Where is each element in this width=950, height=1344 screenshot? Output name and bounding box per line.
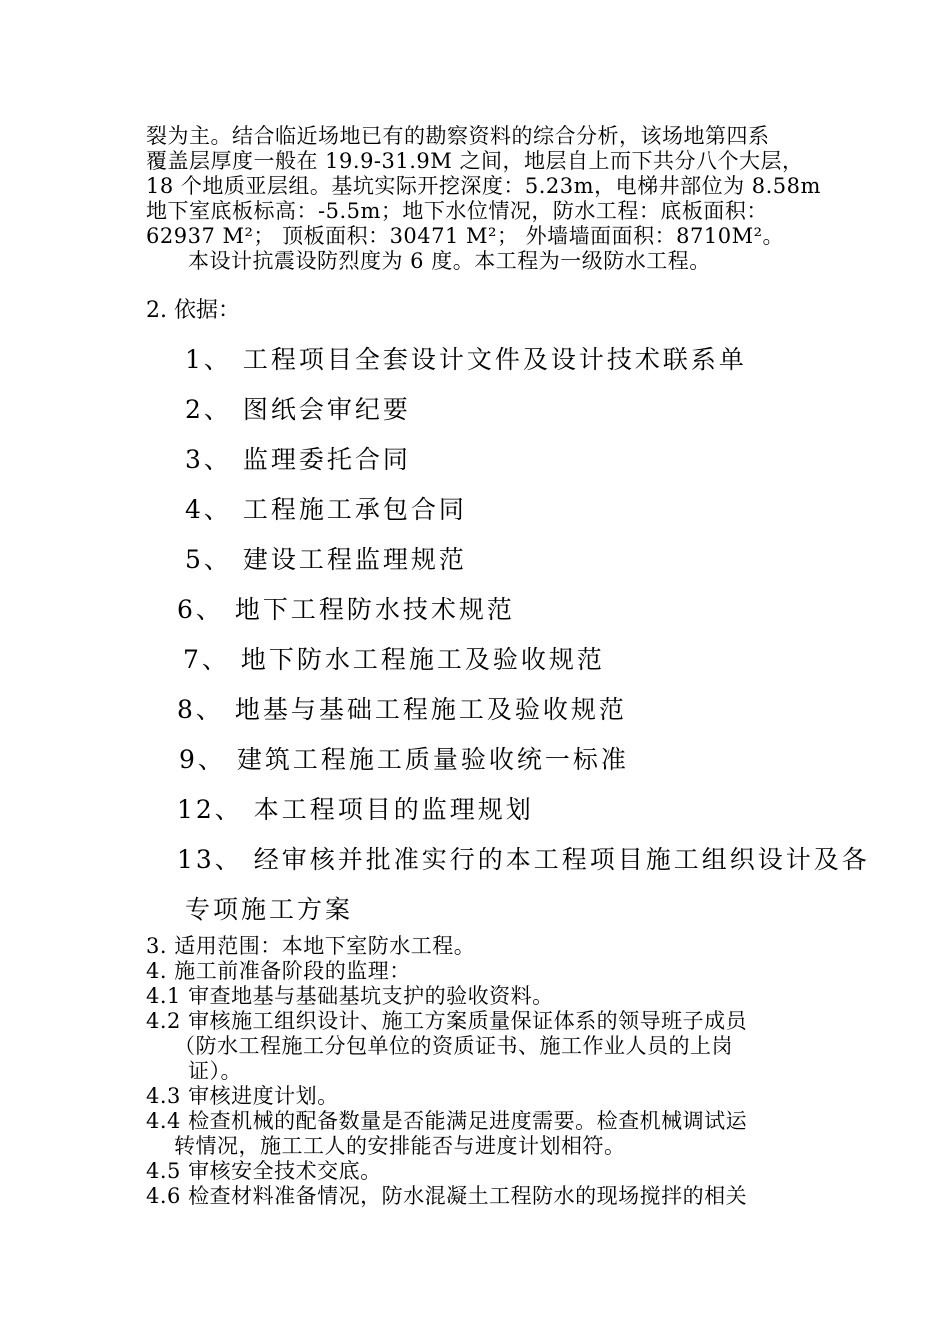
basis-item: 6、 地下工程防水技术规范 [177, 595, 515, 624]
scope-line: 4.2 审核施工组织设计、施工方案质量保证体系的领导班子成员 [146, 1009, 748, 1033]
overview-line: 地下室底板标高：-5.5m；地下水位情况，防水工程：底板面积： [146, 199, 768, 223]
scope-line: 3. 适用范围：本地下室防水工程。 [146, 934, 476, 958]
section-heading: 2. 依据： [146, 298, 240, 323]
basis-item: 3、 监理委托合同 [185, 445, 411, 474]
basis-item: 专项施工方案 [185, 895, 354, 924]
scope-line: 4.3 审核进度计划。 [146, 1084, 339, 1108]
basis-item: 8、 地基与基础工程施工及验收规范 [177, 695, 627, 724]
scope-line: 4.4 检查机械的配备数量是否能满足进度需要。检查机械调试运 [146, 1109, 748, 1133]
basis-item: 7、 地下防水工程施工及验收规范 [183, 645, 605, 674]
overview-line: 裂为主。结合临近场地已有的勘察资料的综合分析，该场地第四系 [146, 124, 770, 148]
scope-line: 证）。 [188, 1059, 242, 1083]
overview-line: 18 个地质亚层组。基坑实际开挖深度：5.23m，电梯井部位为 8.58m [146, 174, 821, 198]
overview-line: 本设计抗震设防烈度为 6 度。本工程为一级防水工程。 [188, 249, 711, 273]
basis-item: 2、 图纸会审纪要 [185, 395, 411, 424]
scope-line: 4. 施工前准备阶段的监理： [146, 959, 411, 983]
overview-line: 62937 M²； 顶板面积：30471 M²； 外墙墙面面积：8710M²。 [146, 224, 785, 248]
scope-line: 4.1 审查地基与基础基坑支护的验收资料。 [146, 984, 554, 1008]
scope-line: 4.5 审核安全技术交底。 [146, 1159, 382, 1183]
scope-line: （防水工程施工分包单位的资质证书、施工作业人员的上岗 [174, 1034, 733, 1058]
basis-item: 9、 建筑工程施工质量验收统一标准 [179, 745, 629, 774]
basis-item: 1、 工程项目全套设计文件及设计技术联系单 [185, 345, 747, 374]
scope-line: 4.6 检查材料准备情况，防水混凝土工程防水的现场搅拌的相关 [146, 1184, 748, 1208]
basis-item: 13、 经审核并批准实行的本工程项目施工组织设计及各 [177, 845, 870, 874]
basis-item: 12、 本工程项目的监理规划 [177, 795, 534, 824]
basis-item: 4、 工程施工承包合同 [185, 495, 467, 524]
scope-line: 转情况，施工工人的安排能否与进度计划相符。 [174, 1134, 626, 1158]
overview-line: 覆盖层厚度一般在 19.9-31.9M 之间，地层自上而下共分八个大层， [146, 149, 804, 173]
basis-item: 5、 建设工程监理规范 [185, 545, 467, 574]
